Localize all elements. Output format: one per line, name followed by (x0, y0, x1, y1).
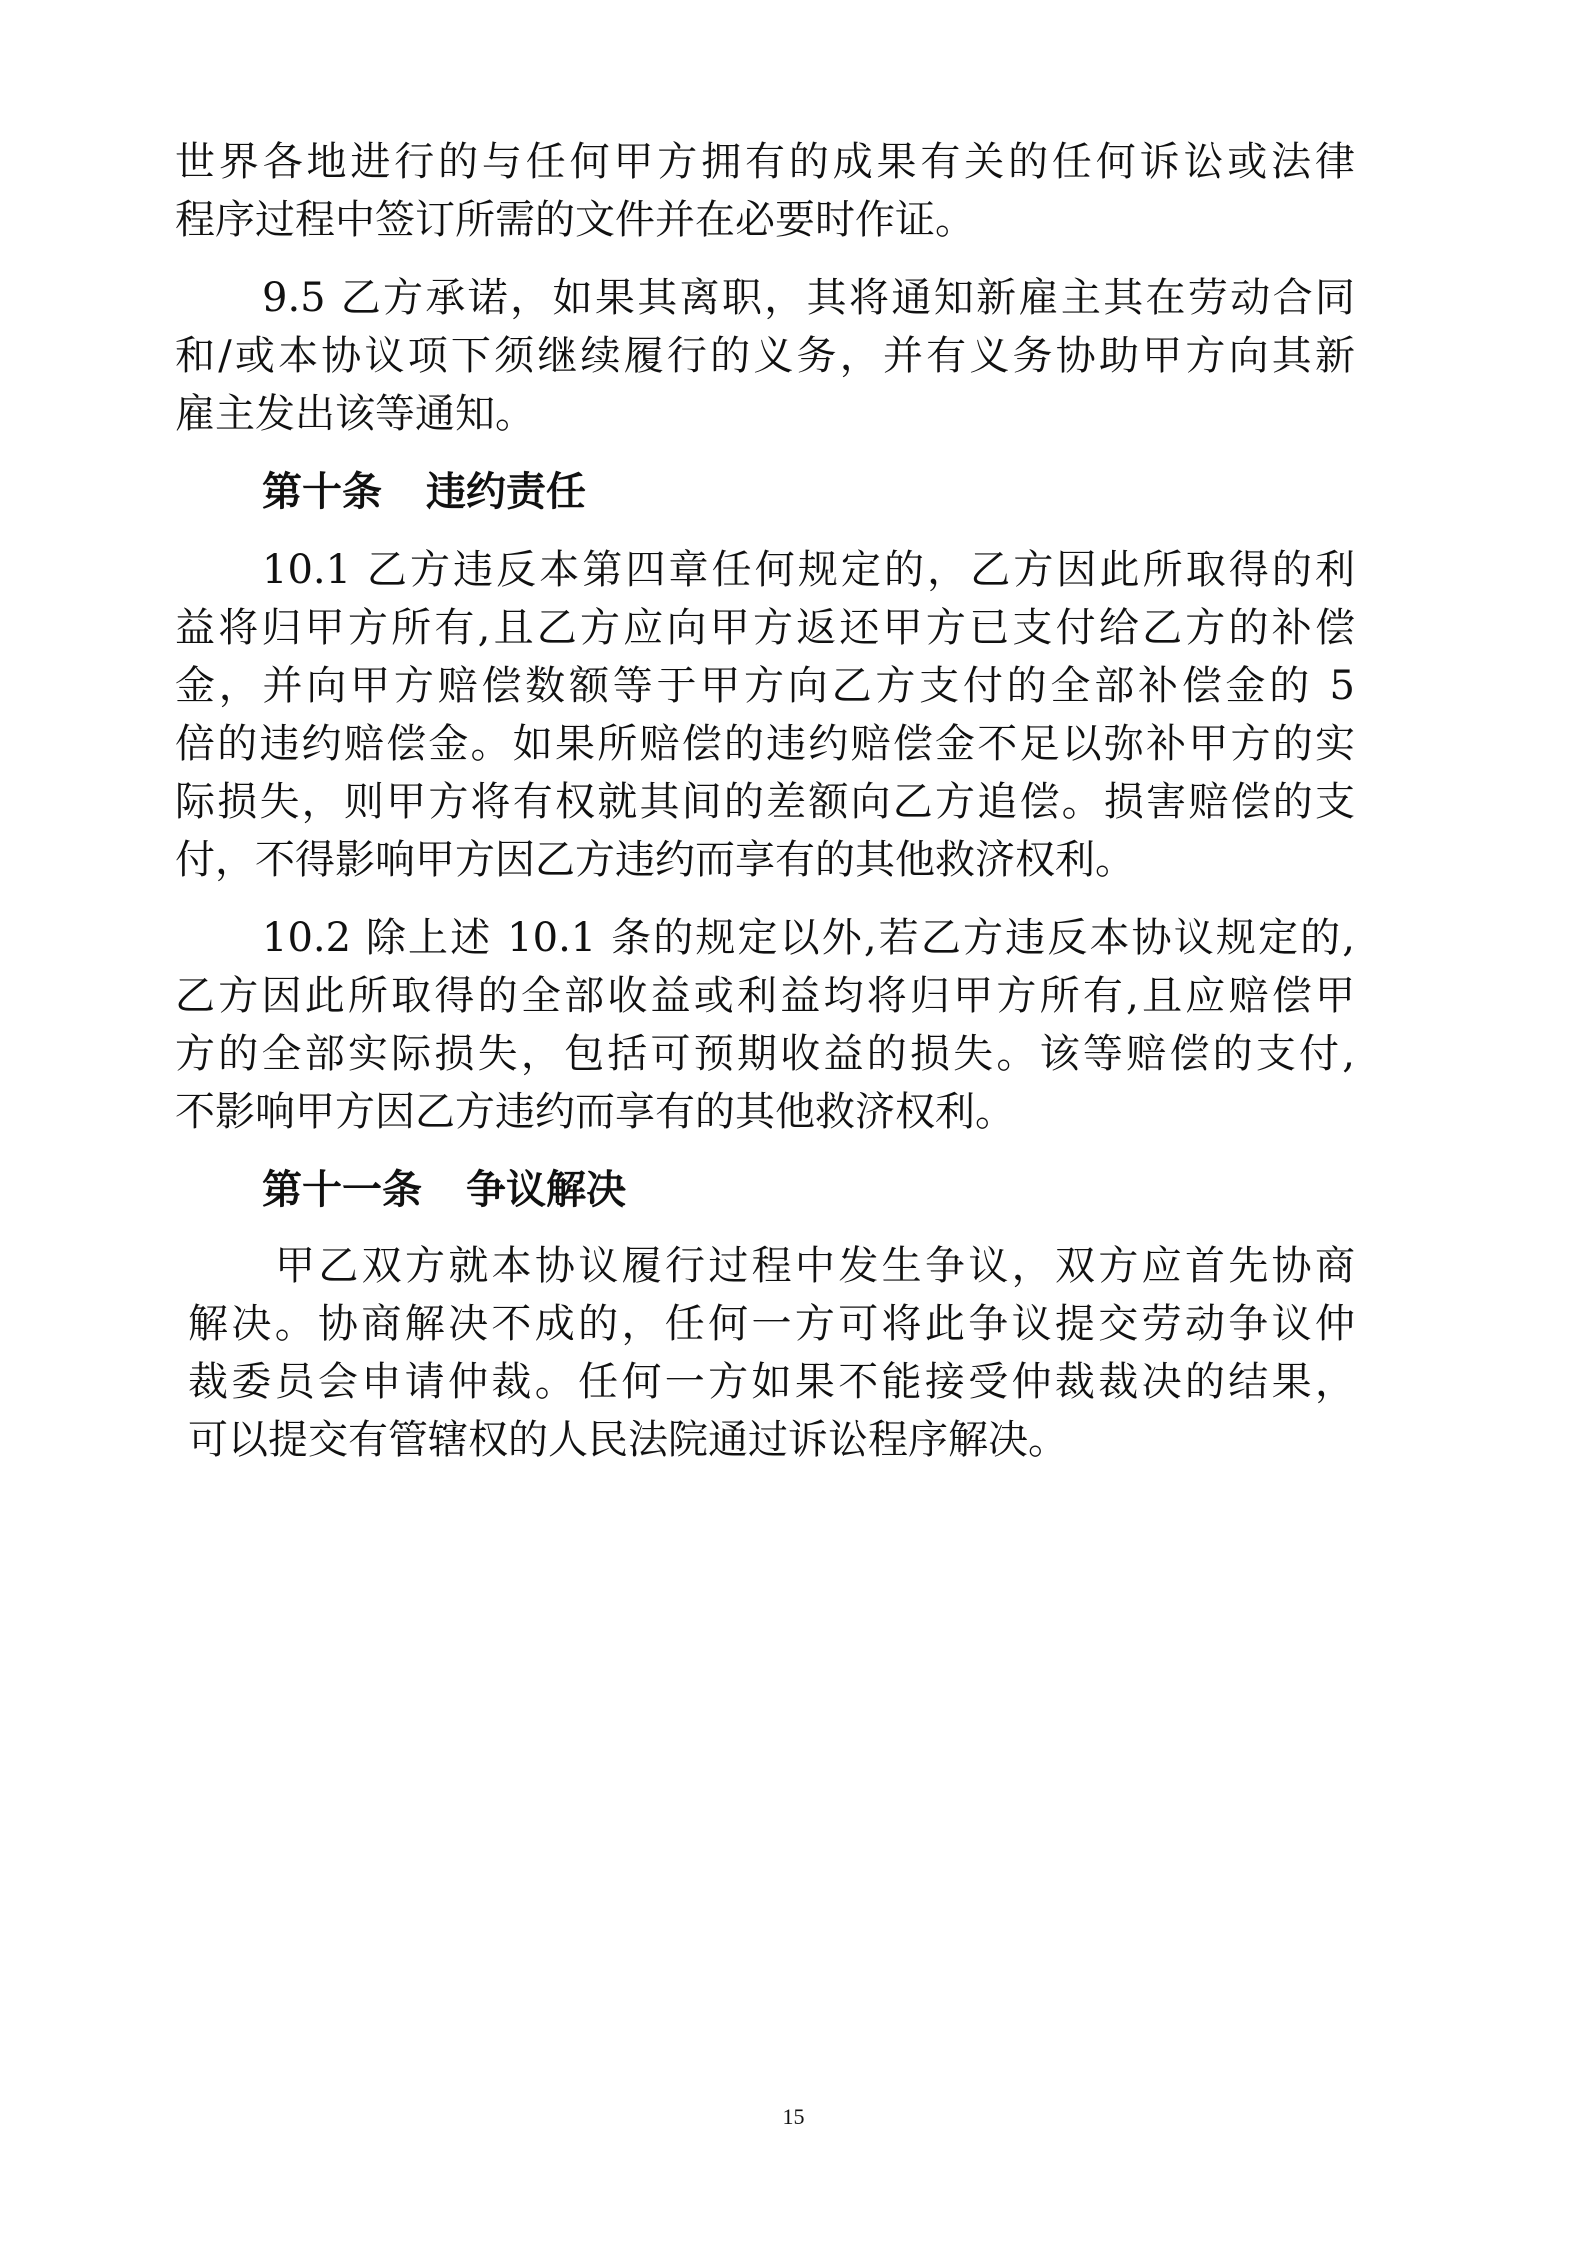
paragraph-line: 可以提交有管辖权的人民法院通过诉讼程序解决。 (188, 1417, 1068, 1463)
paragraph-line: 方的全部实际损失，包括可预期收益的损失。该等赔偿的支付, (175, 1031, 1355, 1077)
article-10-heading (262, 462, 586, 522)
article-title: 违约责任 (426, 469, 586, 515)
paragraph-line: 付，不得影响甲方因乙方违约而享有的其他救济权利。 (175, 837, 1135, 883)
article-11-heading (262, 1160, 626, 1220)
paragraph-line: 金，并向甲方赔偿数额等于甲方向乙方支付的全部补偿金的 5 (175, 663, 1355, 709)
paragraph-line: 世界各地进行的与任何甲方拥有的成果有关的任何诉讼或法律 (175, 139, 1355, 185)
paragraph-line: 10.2 除上述 10.1 条的规定以外,若乙方违反本协议规定的, (262, 915, 1355, 961)
paragraph-line: 雇主发出该等通知。 (175, 391, 535, 437)
paragraph-line: 甲乙双方就本协议履行过程中发生争议，双方应首先协商 (275, 1243, 1355, 1289)
paragraph-line: 乙方因此所取得的全部收益或利益均将归甲方所有,且应赔偿甲 (175, 973, 1355, 1019)
article-title: 争议解决 (466, 1167, 626, 1213)
paragraph-line: 倍的违约赔偿金。如果所赔偿的违约赔偿金不足以弥补甲方的实 (175, 721, 1355, 767)
article-number: 第十一条 (262, 1167, 422, 1213)
article-number: 第十条 (262, 469, 382, 515)
paragraph-line: 9.5 乙方承诺，如果其离职，其将通知新雇主其在劳动合同 (262, 275, 1355, 321)
paragraph-line: 和/或本协议项下须继续履行的义务，并有义务协助甲方向其新 (175, 333, 1355, 379)
paragraph-line: 10.1 乙方违反本第四章任何规定的，乙方因此所取得的利 (262, 547, 1355, 593)
paragraph-line: 解决。协商解决不成的，任何一方可将此争议提交劳动争议仲 (188, 1301, 1355, 1347)
page-number: 15 (782, 2104, 805, 2129)
paragraph-line: 程序过程中签订所需的文件并在必要时作证。 (175, 197, 975, 243)
paragraph-line: 不影响甲方因乙方违约而享有的其他救济权利。 (175, 1089, 1015, 1135)
paragraph-line: 益将归甲方所有,且乙方应向甲方返还甲方已支付给乙方的补偿 (175, 605, 1355, 651)
paragraph-line: 裁委员会申请仲裁。任何一方如果不能接受仲裁裁决的结果， (188, 1359, 1355, 1405)
paragraph-line: 际损失，则甲方将有权就其间的差额向乙方追偿。损害赔偿的支 (175, 779, 1355, 825)
